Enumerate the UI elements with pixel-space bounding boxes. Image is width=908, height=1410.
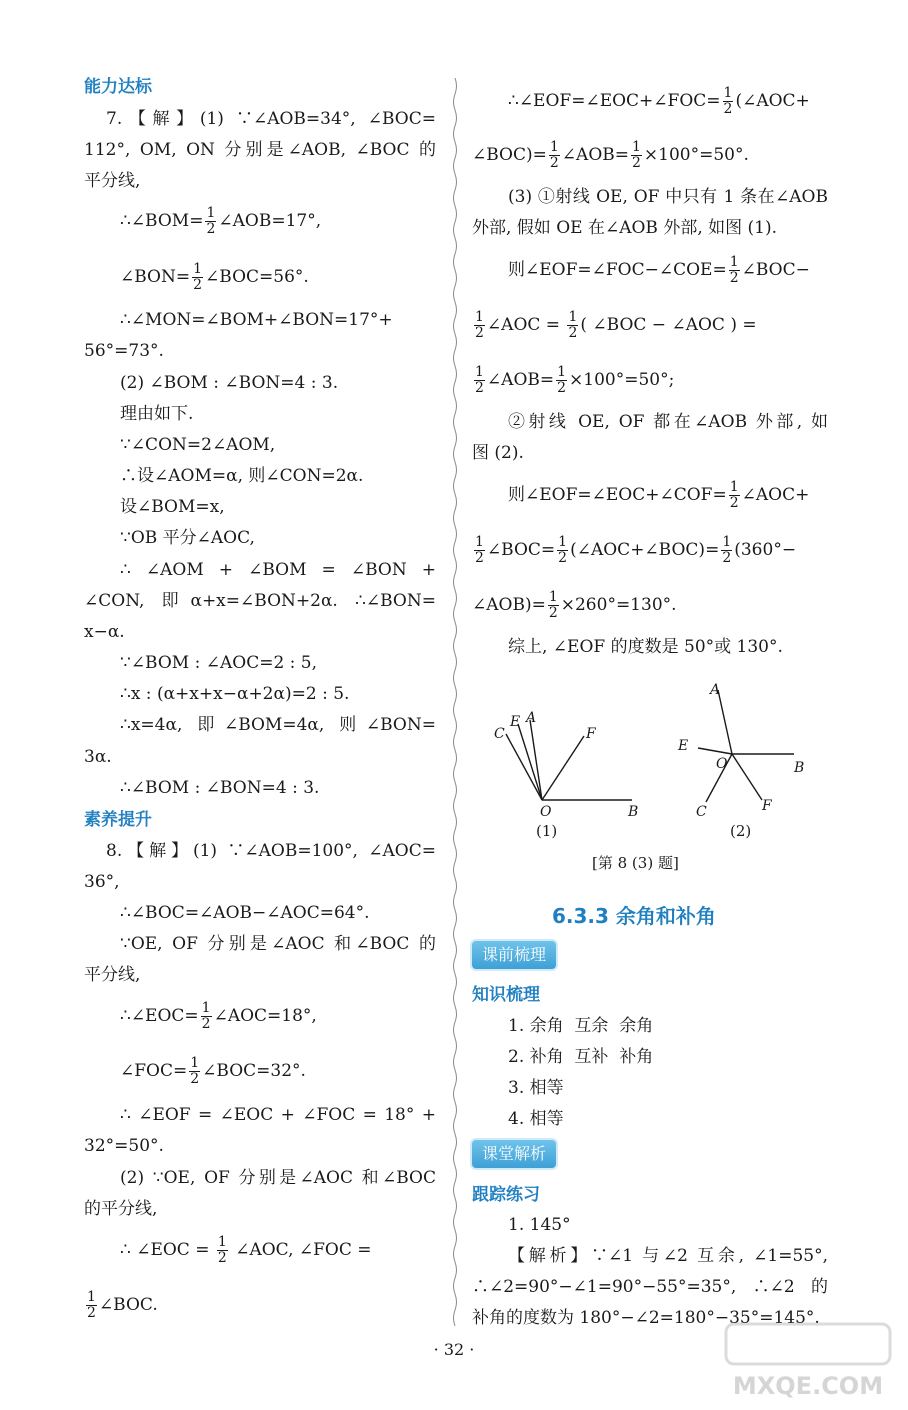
denominator: 2 — [87, 1305, 96, 1321]
formula-line — [472, 365, 674, 396]
text-line: 理由如下. — [120, 404, 194, 424]
text: ∠AOC=18°, — [213, 1006, 317, 1026]
label-A: A — [710, 682, 721, 698]
text: ∠BOC)= — [472, 145, 547, 165]
numerator: 1 — [557, 364, 567, 380]
fraction-half — [549, 140, 560, 171]
label-F: F — [762, 798, 772, 814]
text-line: 56°=73°. — [84, 341, 164, 361]
text: ∠AOB= — [486, 370, 555, 390]
fraction-half — [557, 535, 568, 566]
numerator: 1 — [193, 261, 203, 277]
text-line: 图 (2). — [472, 443, 524, 463]
text: ( ∠BOC − ∠AOC ) = — [580, 315, 757, 335]
fraction-half — [205, 206, 216, 237]
label-O: O — [540, 804, 552, 820]
label-B: B — [628, 804, 639, 820]
numerator: 1 — [632, 139, 641, 155]
denominator: 2 — [475, 325, 484, 341]
formula-line — [120, 206, 321, 237]
formula-line — [120, 1001, 317, 1032]
fraction-half — [474, 310, 485, 341]
fraction-half — [217, 1235, 228, 1266]
numerator: 1 — [729, 254, 739, 270]
text-line: 1. 145° — [508, 1215, 571, 1235]
denominator: 2 — [549, 155, 559, 171]
numerator: 1 — [475, 309, 484, 325]
text: ∴∠EOC= — [120, 1006, 199, 1026]
text-line: ∴ ∠AOM + ∠BOM = ∠BON + — [120, 560, 436, 580]
denominator: 2 — [193, 277, 203, 293]
text-line: 平分线, — [84, 171, 141, 191]
figure-title: [第 8 (3) 题] — [592, 854, 679, 872]
label-B: B — [794, 760, 805, 776]
text-line: 32°=50°. — [84, 1136, 164, 1156]
heading-zhishi-shuli: 知识梳理 — [472, 985, 540, 1005]
section-title: 6.3.3 余角和补角 — [552, 904, 716, 928]
text-line: ∴x=4α, 即∠BOM=4α, 则∠BON= — [120, 715, 436, 735]
text: ∠BOC= — [486, 540, 556, 560]
text-line: ∵∠BOM : ∠AOC=2 : 5, — [120, 653, 318, 673]
denominator: 2 — [217, 1250, 227, 1266]
ray-OE — [698, 748, 732, 754]
heading-suyang-tisheng: 素养提升 — [84, 810, 152, 830]
text-line: ②射线 OE, OF 都在∠AOB 外部, 如 — [508, 412, 828, 432]
text: ∠BOC=32°. — [202, 1061, 306, 1081]
text: ∠AOB= — [561, 145, 629, 165]
text-line: ∴∠BOC=∠AOB−∠AOC=64°. — [120, 903, 370, 923]
formula-line — [508, 86, 828, 117]
numerator: 1 — [475, 534, 484, 550]
text-line: ∴ ∠EOF = ∠EOC + ∠FOC = 18° + — [120, 1105, 436, 1125]
formula-line — [508, 480, 828, 511]
text: (∠AOC+ — [735, 91, 810, 111]
badge-kegian-shuli: 课前梳理 — [472, 941, 556, 969]
text: ∠AOC+ — [741, 485, 810, 505]
ray-OA — [718, 690, 732, 754]
formula-line — [120, 262, 309, 293]
text-line: 1. 余角 互余 余角 — [508, 1016, 654, 1036]
figure-1-caption: (1) — [536, 822, 558, 840]
text-line: 补角的度数为 180°−∠2=180°−35°=145°. — [472, 1308, 820, 1328]
text-line: 8.【解】(1) ∵∠AOB=100°, ∠AOC= — [106, 841, 436, 861]
text: ∴ ∠EOC = — [120, 1240, 210, 1260]
text-line: (2) ∠BOM : ∠BON=4 : 3. — [120, 373, 339, 393]
formula-line — [120, 1235, 436, 1266]
text-line: 112°, OM, ON 分别是∠AOB, ∠BOC 的 — [84, 140, 436, 160]
text: ∠BOC− — [741, 260, 810, 280]
fraction-half — [729, 255, 740, 286]
denominator: 2 — [632, 155, 641, 171]
text: ∴∠EOF=∠EOC+∠FOC= — [508, 91, 721, 111]
denominator: 2 — [557, 380, 567, 396]
denominator: 2 — [722, 550, 732, 566]
formula-line — [472, 140, 749, 171]
formula-line — [508, 255, 828, 286]
text-line: 【解析】∵∠1 与∠2 互余, ∠1=55°, — [508, 1246, 828, 1266]
numerator: 1 — [723, 85, 733, 101]
text: (∠AOC+∠BOC)= — [570, 540, 720, 560]
denominator: 2 — [201, 1016, 211, 1032]
text-line: 综上, ∠EOF 的度数是 50°或 130°. — [508, 637, 783, 657]
text-line: 平分线, — [84, 965, 141, 985]
label-C: C — [696, 804, 707, 820]
fraction-half — [86, 1290, 97, 1321]
fraction-half — [721, 535, 732, 566]
text-line: ∠CON, 即α+x=∠BON+2α. ∴∠BON= — [84, 591, 436, 611]
text: ∠BOC=56°. — [205, 267, 309, 287]
text: ∠AOB=17°, — [218, 211, 322, 231]
text-line: 7.【解】(1) ∵∠AOB=34°, ∠BOC= — [106, 109, 436, 129]
numerator: 1 — [729, 479, 739, 495]
fraction-half — [201, 1001, 212, 1032]
numerator: 1 — [568, 309, 578, 325]
text-line: ∴∠BOM : ∠BON=4 : 3. — [120, 778, 320, 798]
formula-line — [472, 535, 796, 566]
fraction-half — [723, 86, 734, 117]
text: (360°− — [734, 540, 797, 560]
text: 则∠EOF=∠FOC−∠COE= — [508, 260, 727, 280]
text: 则∠EOF=∠EOC+∠COF= — [508, 485, 727, 505]
text-line: ∴x : (α+x+x−α+2α)=2 : 5. — [120, 684, 350, 704]
text: ×100°=50°. — [643, 145, 749, 165]
text: ∴∠BOM= — [120, 211, 204, 231]
watermark-logo — [718, 1318, 898, 1402]
numerator: 1 — [217, 1234, 227, 1250]
label-F: F — [586, 726, 596, 742]
label-C: C — [494, 726, 505, 742]
watermark-text: MXQE.COM — [732, 1372, 884, 1400]
denominator: 2 — [475, 550, 484, 566]
fraction-half — [192, 262, 203, 293]
badge-ketang-jiexi: 课堂解析 — [472, 1140, 556, 1168]
ray-OF — [542, 736, 584, 800]
text: ∠AOB)= — [472, 595, 546, 615]
formula-line — [84, 1290, 158, 1321]
text-line: ∵OB 平分∠AOC, — [120, 528, 255, 548]
denominator: 2 — [568, 325, 578, 341]
numerator: 1 — [201, 1000, 211, 1016]
heading-nengli-dabiao: 能力达标 — [84, 77, 152, 97]
label-E: E — [510, 714, 521, 730]
denominator: 2 — [729, 495, 739, 511]
denominator: 2 — [729, 270, 739, 286]
denominator: 2 — [475, 380, 484, 396]
fraction-half — [567, 310, 578, 341]
heading-genzong-lianxi: 跟踪练习 — [472, 1185, 540, 1205]
numerator: 1 — [87, 1289, 96, 1305]
numerator: 1 — [549, 139, 559, 155]
formula-line — [472, 310, 828, 341]
fraction-half — [729, 480, 740, 511]
denominator: 2 — [190, 1071, 200, 1087]
denominator: 2 — [206, 221, 216, 237]
text-line: (2) ∵OE, OF 分别是∠AOC 和∠BOC — [120, 1168, 436, 1188]
text-line: ∴∠MON=∠BOM+∠BON=17°+ — [120, 310, 393, 330]
text-line: (3) ①射线 OE, OF 中只有 1 条在∠AOB — [508, 187, 828, 207]
text: ∠FOC= — [120, 1061, 188, 1081]
fraction-half — [474, 535, 485, 566]
label-O: O — [716, 756, 728, 772]
text: ∠BOC. — [98, 1295, 158, 1315]
ray-OF — [732, 754, 762, 800]
text-line: ∴∠2=90°−∠1=90°−55°=35°, ∴∠2 的 — [472, 1277, 828, 1297]
text-line: 外部, 假如 OE 在∠AOB 外部, 如图 (1). — [472, 218, 778, 238]
figure-2-caption: (2) — [730, 822, 752, 840]
text-line: ∵∠CON=2∠AOM, — [120, 435, 276, 455]
denominator: 2 — [723, 101, 733, 117]
figure-1 — [480, 700, 650, 825]
numerator: 1 — [722, 534, 732, 550]
text-line: ∴设∠AOM=α, 则∠CON=2α. — [120, 466, 364, 486]
text: ∠AOC, ∠FOC = — [235, 1240, 372, 1260]
formula-line — [472, 590, 677, 621]
denominator: 2 — [548, 605, 558, 621]
numerator: 1 — [190, 1055, 200, 1071]
text-line: 3. 相等 — [508, 1078, 564, 1098]
numerator: 1 — [206, 205, 216, 221]
text: ×100°=50°; — [569, 370, 675, 390]
label-A: A — [526, 710, 537, 726]
text-line: 设∠BOM=x, — [120, 497, 225, 517]
formula-line — [120, 1056, 306, 1087]
figure-2 — [672, 680, 822, 825]
numerator: 1 — [548, 589, 558, 605]
text: ∠BON= — [120, 267, 191, 287]
text-line: 的平分线, — [84, 1199, 158, 1219]
text-line: x−α. — [84, 622, 125, 642]
numerator: 1 — [475, 364, 484, 380]
fraction-half — [631, 140, 642, 171]
denominator: 2 — [558, 550, 568, 566]
fraction-half — [548, 590, 559, 621]
text-line: 2. 补角 互补 补角 — [508, 1047, 654, 1067]
fraction-half — [189, 1056, 200, 1087]
column-divider — [452, 78, 458, 1333]
text-line: ∵OE, OF 分别是∠AOC 和∠BOC 的 — [120, 934, 436, 954]
label-E: E — [678, 738, 689, 754]
text-line: 3α. — [84, 747, 112, 767]
text: ∠AOC = — [486, 315, 561, 335]
numerator: 1 — [558, 534, 568, 550]
text-line: 4. 相等 — [508, 1109, 564, 1129]
fraction-half — [474, 365, 485, 396]
text-line: 36°, — [84, 872, 120, 892]
text: ×260°=130°. — [560, 595, 677, 615]
page-number: · 32 · — [433, 1340, 475, 1359]
fraction-half — [556, 365, 567, 396]
